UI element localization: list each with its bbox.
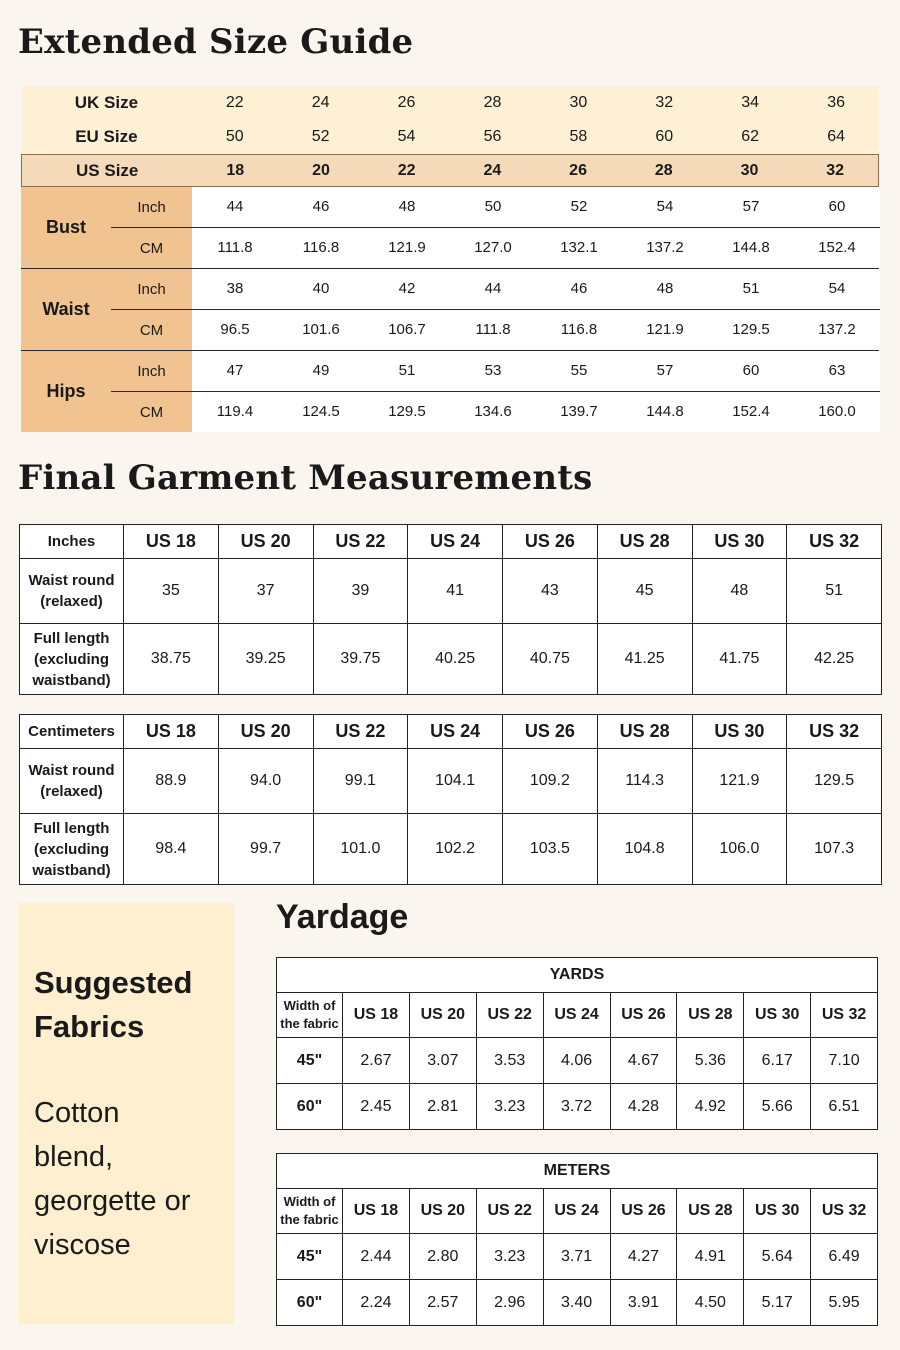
table-row	[277, 1038, 878, 1084]
value-cell: 129.5	[732, 321, 770, 339]
eu-size-cell: 60	[655, 128, 674, 145]
length-value: 101.0	[313, 814, 408, 885]
label-line: Width of	[283, 998, 336, 1013]
us-size-cell: 28	[654, 161, 673, 179]
length-value: 107.3	[787, 814, 882, 885]
uk-size-cell: 36	[827, 94, 845, 111]
size-header: US 30	[692, 525, 787, 559]
us-size-cell: 32	[826, 161, 845, 179]
value-cell: 144.8	[732, 239, 770, 257]
label-line: (relaxed)	[40, 783, 103, 800]
size-header: US 32	[787, 525, 882, 559]
table-header-row	[277, 993, 878, 1038]
garment-inches-table	[19, 524, 882, 695]
value-cell: 160.0	[818, 403, 856, 421]
waist-round-label	[20, 559, 124, 624]
eu-size-label: EU Size	[75, 127, 138, 146]
inches-header: Inches	[20, 525, 124, 559]
size-header: US 20	[218, 715, 313, 749]
value-cell: 111.8	[475, 321, 511, 339]
yardage-value: 2.44	[343, 1234, 410, 1280]
title-line: Suggested	[34, 965, 193, 1000]
value-row-cm	[192, 392, 880, 433]
yardage-value: 5.17	[744, 1280, 811, 1326]
table-row	[277, 1280, 878, 1326]
yardage-value: 4.06	[543, 1038, 610, 1084]
table-header-row	[20, 715, 882, 749]
size-header: US 24	[543, 993, 610, 1038]
us-size-cell: 20	[312, 161, 330, 179]
waist-value: 88.9	[124, 749, 219, 814]
measurement-side	[21, 187, 192, 268]
us-size-cell: 26	[569, 161, 587, 179]
size-header: US 20	[409, 993, 476, 1038]
length-value: 39.25	[218, 624, 313, 695]
width-of-fabric-label	[277, 1189, 343, 1234]
value-cell: 51	[708, 269, 794, 310]
label-line: Full length	[33, 819, 110, 837]
us-size-row	[21, 154, 879, 187]
fabric-line: viscose	[34, 1229, 131, 1261]
size-header: US 28	[597, 525, 692, 559]
eu-size-cell: 62	[741, 128, 760, 145]
size-header: US 20	[409, 1189, 476, 1234]
label-line: (relaxed)	[40, 593, 103, 610]
yardage-value: 2.81	[409, 1084, 476, 1130]
value-cell: 139.7	[560, 403, 598, 421]
size-header: US 32	[811, 993, 878, 1038]
length-value: 102.2	[408, 814, 503, 885]
length-value: 98.4	[124, 814, 219, 885]
fabric-width-label: 45"	[277, 1234, 343, 1280]
label-line: the fabric	[280, 1212, 339, 1227]
length-value: 99.7	[218, 814, 313, 885]
length-value: 38.75	[124, 624, 219, 695]
width-of-fabric-label	[277, 993, 343, 1038]
label-line: (excluding	[33, 840, 109, 858]
size-header: US 18	[343, 993, 410, 1038]
length-value: 42.25	[787, 624, 882, 695]
us-size-cell: 30	[740, 161, 759, 179]
value-cell: 55	[536, 351, 622, 392]
value-cell: 152.4	[732, 403, 770, 421]
value-cell: 54	[794, 269, 880, 310]
value-cell: 54	[622, 187, 708, 228]
value-cell: 101.6	[302, 321, 340, 339]
value-cell: 106.7	[388, 321, 426, 339]
yardage-value: 6.51	[811, 1084, 878, 1130]
value-row-inch	[192, 351, 880, 392]
us-size-label: US Size	[76, 160, 139, 180]
yardage-title: Yardage	[276, 898, 409, 936]
eu-size-cell: 56	[483, 128, 502, 145]
size-header: US 22	[313, 525, 408, 559]
value-cell: 152.4	[818, 239, 856, 257]
waist-value: 48	[692, 559, 787, 624]
value-cell: 57	[622, 351, 708, 392]
unit-inch-label: Inch	[111, 269, 192, 310]
yardage-value: 5.64	[744, 1234, 811, 1280]
length-value: 103.5	[503, 814, 598, 885]
measurement-name: Hips	[46, 381, 86, 401]
waist-value: 45	[597, 559, 692, 624]
yardage-value: 5.66	[744, 1084, 811, 1130]
value-cell: 51	[364, 351, 450, 392]
eu-size-cell: 52	[311, 128, 330, 145]
yardage-value: 4.27	[610, 1234, 677, 1280]
value-cell: 137.2	[818, 321, 856, 339]
waist-value: 41	[408, 559, 503, 624]
yardage-value: 2.24	[343, 1280, 410, 1326]
fabric-line: Cotton	[34, 1097, 120, 1129]
uk-size-row	[21, 86, 879, 120]
yardage-value: 4.28	[610, 1084, 677, 1130]
table-row	[20, 624, 882, 695]
yardage-value: 2.57	[409, 1280, 476, 1326]
size-header: US 26	[610, 993, 677, 1038]
value-row-inch	[192, 269, 880, 310]
yardage-value: 3.71	[543, 1234, 610, 1280]
size-header: US 28	[677, 993, 744, 1038]
value-row-cm	[192, 228, 880, 269]
size-header: US 18	[124, 715, 219, 749]
yardage-value: 3.23	[476, 1234, 543, 1280]
unit-labels	[111, 269, 192, 350]
size-guide-title: Extended Size Guide	[18, 22, 414, 62]
uk-size-cell: 24	[311, 94, 330, 111]
value-cell: 121.9	[388, 239, 426, 257]
size-header: US 26	[503, 525, 598, 559]
value-cell: 46	[536, 269, 622, 310]
yards-table	[276, 957, 878, 1130]
uk-size-cell: 22	[225, 94, 244, 111]
fabric-width-label: 60"	[277, 1280, 343, 1326]
yardage-value: 4.92	[677, 1084, 744, 1130]
table-header-row	[277, 1189, 878, 1234]
value-cell: 63	[794, 351, 880, 392]
eu-size-cell: 50	[225, 128, 244, 145]
table-header-row	[20, 525, 882, 559]
value-cell: 116.8	[560, 321, 598, 339]
waist-value: 51	[787, 559, 882, 624]
label-line: Width of	[283, 1194, 336, 1209]
fabric-line: blend,	[34, 1141, 114, 1173]
measurement-block-bust	[21, 187, 879, 268]
label-line: Full length	[33, 629, 110, 647]
eu-size-row	[21, 120, 879, 154]
size-guide-table	[21, 86, 879, 432]
unit-cm-label: CM	[139, 403, 164, 421]
length-value: 41.25	[597, 624, 692, 695]
yardage-value: 4.67	[610, 1038, 677, 1084]
value-cell: 46	[278, 187, 364, 228]
value-cell: 129.5	[388, 403, 426, 421]
size-header: US 24	[543, 1189, 610, 1234]
yardage-value: 3.53	[476, 1038, 543, 1084]
length-value: 106.0	[692, 814, 787, 885]
yardage-value: 7.10	[811, 1038, 878, 1084]
measurement-name: Waist	[42, 299, 90, 319]
yardage-value: 2.80	[409, 1234, 476, 1280]
value-cell: 144.8	[646, 403, 684, 421]
us-size-cell: 18	[226, 161, 245, 179]
waist-value: 37	[218, 559, 313, 624]
value-cell: 116.8	[302, 239, 340, 257]
meters-table	[276, 1153, 878, 1326]
fabrics-list	[34, 1091, 230, 1267]
size-header: US 30	[744, 1189, 811, 1234]
unit-cm-label: CM	[139, 321, 164, 339]
value-cell: 124.5	[302, 403, 340, 421]
value-cell: 47	[192, 351, 278, 392]
value-cell: 49	[278, 351, 364, 392]
eu-size-cell: 64	[827, 128, 845, 145]
size-header: US 30	[692, 715, 787, 749]
length-value: 40.25	[408, 624, 503, 695]
size-header: US 20	[218, 525, 313, 559]
value-cell: 38	[192, 269, 278, 310]
centimeters-header: Centimeters	[20, 715, 124, 749]
yardage-value: 3.07	[409, 1038, 476, 1084]
table-row	[277, 1234, 878, 1280]
size-header: US 32	[787, 715, 882, 749]
waist-value: 43	[503, 559, 598, 624]
eu-size-cell: 58	[569, 128, 588, 145]
value-row-inch	[192, 187, 880, 228]
table-row	[277, 1084, 878, 1130]
table-row	[20, 559, 882, 624]
uk-size-cell: 34	[741, 94, 760, 111]
length-value: 41.75	[692, 624, 787, 695]
size-header: US 18	[124, 525, 219, 559]
fabric-width-label: 45"	[277, 1038, 343, 1084]
value-cell: 60	[794, 187, 880, 228]
unit-labels	[111, 187, 192, 268]
value-cell: 50	[450, 187, 536, 228]
unit-inch-label: Inch	[111, 187, 192, 228]
value-cell: 57	[708, 187, 794, 228]
yardage-value: 5.95	[811, 1280, 878, 1326]
yardage-value: 5.36	[677, 1038, 744, 1084]
value-cell: 137.2	[646, 239, 684, 257]
yardage-value: 3.40	[543, 1280, 610, 1326]
length-value: 39.75	[313, 624, 408, 695]
waist-value: 114.3	[597, 749, 692, 814]
size-header: US 28	[597, 715, 692, 749]
value-cell: 60	[708, 351, 794, 392]
fabric-line: georgette or	[34, 1185, 191, 1217]
size-header: US 22	[476, 1189, 543, 1234]
size-header: US 22	[476, 993, 543, 1038]
yardage-value: 2.67	[343, 1038, 410, 1084]
value-cell: 42	[364, 269, 450, 310]
size-header: US 32	[811, 1189, 878, 1234]
suggested-fabrics-title	[34, 961, 192, 1049]
value-cell: 44	[192, 187, 278, 228]
us-size-cell: 24	[483, 161, 502, 179]
size-header: US 24	[408, 715, 503, 749]
suggested-fabrics-panel	[18, 903, 234, 1324]
waist-value: 35	[124, 559, 219, 624]
size-header: US 22	[313, 715, 408, 749]
label-line: Waist round	[28, 572, 115, 589]
size-header: US 18	[343, 1189, 410, 1234]
title-line: Fabrics	[34, 1009, 145, 1044]
label-line: waistband)	[32, 671, 111, 689]
value-cell: 134.6	[474, 403, 512, 421]
garment-title: Final Garment Measurements	[18, 458, 593, 498]
us-size-cell: 22	[397, 161, 416, 179]
value-cell: 96.5	[220, 321, 250, 339]
measurement-block-waist	[21, 268, 879, 350]
value-row-cm	[192, 310, 880, 351]
value-cell: 40	[278, 269, 364, 310]
uk-size-cell: 32	[655, 94, 674, 111]
waist-value: 129.5	[787, 749, 882, 814]
waist-value: 109.2	[503, 749, 598, 814]
uk-size-cell: 26	[397, 94, 416, 111]
label-line: Waist round	[28, 762, 115, 779]
value-cell: 48	[622, 269, 708, 310]
label-line: waistband)	[32, 861, 111, 879]
measurement-blocks	[21, 187, 879, 432]
size-header: US 26	[610, 1189, 677, 1234]
eu-size-cell: 54	[397, 128, 416, 145]
uk-size-cell: 30	[569, 94, 588, 111]
size-header: US 30	[744, 993, 811, 1038]
unit-inch-label: Inch	[111, 351, 192, 392]
length-value: 104.8	[597, 814, 692, 885]
yardage-value: 2.45	[343, 1084, 410, 1130]
yardage-value: 6.17	[744, 1038, 811, 1084]
measurement-values	[192, 269, 880, 350]
measurement-values	[192, 187, 880, 268]
yardage-value: 3.91	[610, 1280, 677, 1326]
waist-value: 121.9	[692, 749, 787, 814]
size-header: US 24	[408, 525, 503, 559]
yards-caption: YARDS	[277, 958, 878, 993]
waist-value: 39	[313, 559, 408, 624]
waist-value: 99.1	[313, 749, 408, 814]
uk-size-cell: 28	[483, 94, 502, 111]
yardage-value: 3.72	[543, 1084, 610, 1130]
full-length-label	[20, 814, 124, 885]
waist-round-label	[20, 749, 124, 814]
yardage-value: 4.91	[677, 1234, 744, 1280]
value-cell: 121.9	[646, 321, 684, 339]
table-row	[20, 814, 882, 885]
unit-cm-label: CM	[139, 239, 164, 257]
unit-labels	[111, 351, 192, 432]
yardage-value: 4.50	[677, 1280, 744, 1326]
value-cell: 119.4	[216, 403, 254, 421]
value-cell: 132.1	[560, 239, 598, 257]
measurement-side	[21, 351, 192, 432]
value-cell: 53	[450, 351, 536, 392]
value-cell: 44	[450, 269, 536, 310]
waist-value: 104.1	[408, 749, 503, 814]
yardage-value: 3.23	[476, 1084, 543, 1130]
label-line: the fabric	[280, 1016, 339, 1031]
fabric-width-label: 60"	[277, 1084, 343, 1130]
yardage-value: 2.96	[476, 1280, 543, 1326]
waist-value: 94.0	[218, 749, 313, 814]
size-header: US 28	[677, 1189, 744, 1234]
garment-cm-table	[19, 714, 882, 885]
size-header: US 26	[503, 715, 598, 749]
value-cell: 111.8	[217, 239, 253, 257]
meters-caption: METERS	[277, 1154, 878, 1189]
value-cell: 48	[364, 187, 450, 228]
table-row	[20, 749, 882, 814]
label-line: (excluding	[33, 650, 109, 668]
yardage-value: 6.49	[811, 1234, 878, 1280]
value-cell: 52	[536, 187, 622, 228]
measurement-side	[21, 269, 192, 350]
full-length-label	[20, 624, 124, 695]
measurement-values	[192, 351, 880, 432]
uk-size-label: UK Size	[74, 93, 139, 112]
measurement-block-hips	[21, 350, 879, 432]
length-value: 40.75	[503, 624, 598, 695]
measurement-name: Bust	[46, 217, 86, 237]
value-cell: 127.0	[474, 239, 512, 257]
